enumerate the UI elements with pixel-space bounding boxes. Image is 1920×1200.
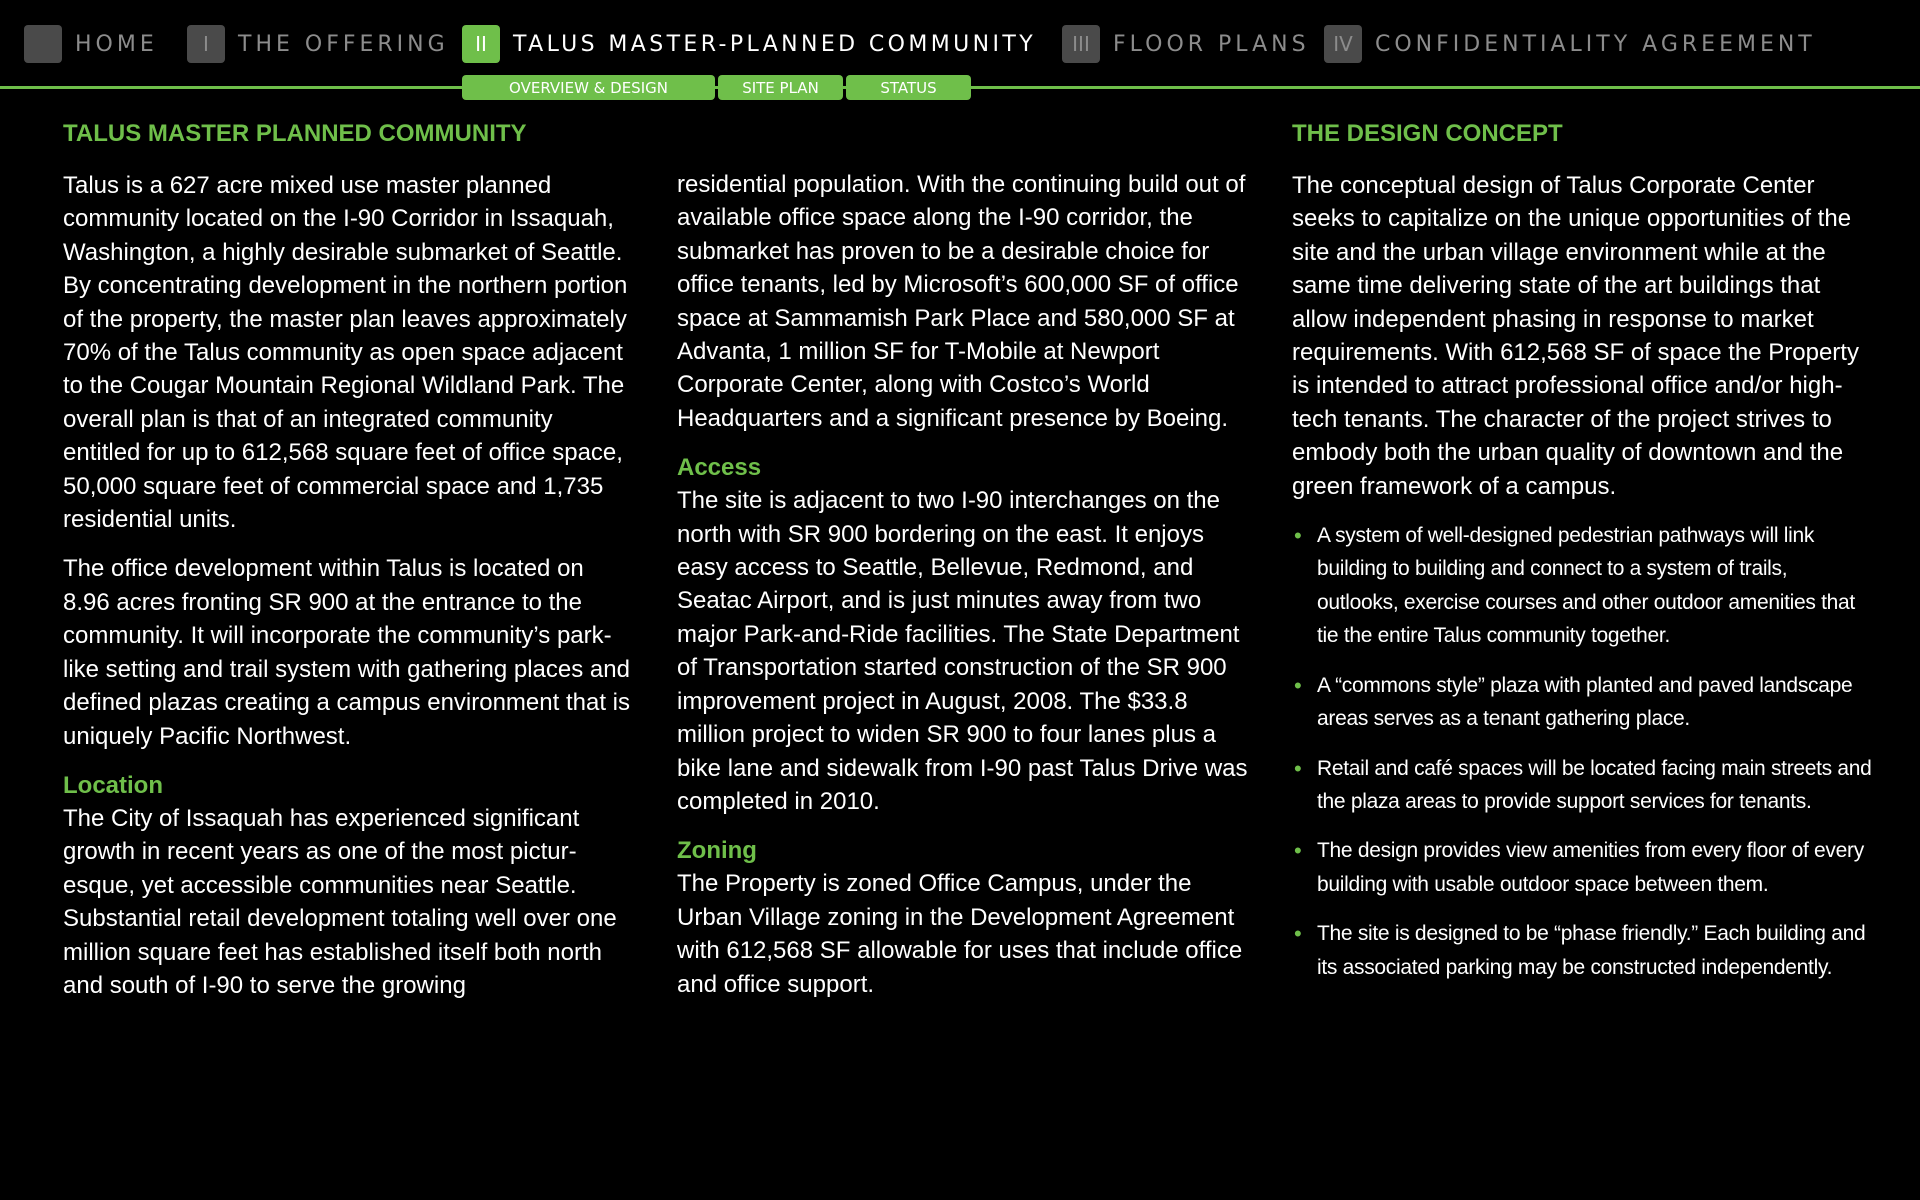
nav-talus-label: TALUS MASTER-PLANNED COMMUNITY [513,31,1037,57]
bullet-dot-icon: • [1294,672,1302,698]
bullet-text: The design provides view amenities from every floor of every building with usable outdoor space between them. [1317,839,1864,896]
subtab-overview-design[interactable]: OVERVIEW & DESIGN [462,75,715,100]
nav-floor-plans-number: III [1062,25,1100,63]
nav-talus-number: II [462,25,500,63]
nav-the-offering-label: THE OFFERING [238,31,449,57]
list-item [1292,834,1872,901]
bullet-text: Retail and café spaces will be located facing main streets and the plaza areas to provide support services for tenants. [1317,756,1872,813]
nav-home[interactable] [24,26,158,62]
subtab-site-plan[interactable]: SITE PLAN [718,75,843,100]
bullet-dot-icon: • [1294,755,1302,781]
subheading-location: Location [63,771,163,799]
subtab-status[interactable]: STATUS [846,75,971,100]
list-item [1292,917,1872,984]
nav-talus-master-planned-community[interactable] [462,26,1036,62]
column-overview [63,118,633,1018]
column-design-concept [1292,118,1872,1000]
section-heading-talus: TALUS MASTER PLANNED COMMUNITY [63,120,527,147]
paragraph-talus-intro: Talus is a 627 acre mixed use master planned community located on the I-90 Corridor in Issaquah, Washington, a highly desirable submarket of Seattle. By concentrating development in the northern portion of the property, the master plan leaves approximately 70% of the Talus community as open space adjacent to the Cougar Mountain Regional Wildland Park. The overall plan is that of an integrated community entitled for up to 612,568 square feet of office space, 50,000 square feet of commercial space and 1,735 residential units. [63,172,628,534]
column-access-zoning [677,118,1257,1017]
bullet-text: A system of well-designed pedestrian pathways will link building to building and connect to a system of trails, outlooks, exercise courses and other outdoor amenities that tie the entire Talus community together. [1317,524,1855,648]
bullet-text: A “commons style” plaza with planted and paved landscape areas serves as a tenant gathering place. [1317,673,1853,731]
paragraph-design-intro: The conceptual design of Talus Corporate Center seeks to capitalize on the unique opportunities of the site and the urban village environment while at the same time delivering state of the art buildings that allow independent phasing in response to market requirements. With 612,568 SF of space the Property is intended to attract professional office and/or high-tech tenants. The character of the project strives to embody both the urban quality of downtown and the green framework of a campus. [1292,172,1859,500]
list-item [1292,519,1872,653]
top-navigation [0,0,1920,97]
subheading-zoning: Zoning [677,837,757,865]
section-heading-design-concept: THE DESIGN CONCEPT [1292,120,1563,147]
nav-floor-plans[interactable] [1062,26,1310,62]
nav-floor-plans-label: FLOOR PLANS [1113,31,1310,57]
paragraph-access: The site is adjacent to two I-90 interchanges on the north with SR 900 bordering on the east. It enjoys easy access to Seattle, Bellevue, Redmond, and Seatac Airport, and is just minutes away from two major Park-and-Ride facilities. The State Department of Transportation started construction of the SR 900 improvement project in August, 2008. The $33.8 million project to widen SR 900 to four lanes plus a bike lane and sidewalk from I-90 past Talus Drive was completed in 2010. [677,487,1248,815]
nav-confidentiality-number: IV [1324,25,1362,63]
nav-home-label: HOME [75,31,158,57]
paragraph-location: The City of Issaquah has experienced significant growth in recent years as one of the most picturesque, yet accessible communities near Seattle. Substantial retail development totaling well over one million square feet has established itself both north and south of I-90 to serve the growing [63,804,617,999]
nav-the-offering[interactable] [187,26,449,62]
nav-the-offering-number: I [187,25,225,63]
paragraph-zoning: The Property is zoned Office Campus, under the Urban Village zoning in the Development Agreement with 612,568 SF allowable for uses that include office and office support. [677,870,1243,998]
bullet-text: The site is designed to be “phase friendly.” Each building and its associated parking may be constructed independently. [1317,922,1866,979]
list-item [1292,752,1872,819]
bullet-dot-icon: • [1294,523,1302,549]
bullet-dot-icon: • [1294,838,1302,864]
subheading-access: Access [677,454,762,482]
nav-confidentiality-label: CONFIDENTIALITY AGREEMENT [1375,31,1816,57]
paragraph-office-development: The office development within Talus is located on 8.96 acres fronting SR 900 at the entrance to the community. It will incorporate the community’s park-like setting and trail system with gathering places and defined plazas creating a campus environment that is uniquely Pacific Northwest. [63,555,630,750]
nav-home-number [24,25,62,63]
design-bullet-list [1292,519,1872,984]
list-item [1292,669,1872,736]
nav-confidentiality-agreement[interactable] [1324,26,1816,62]
paragraph-location-continued: residential population. With the continuing build out of available office space along the I-90 corridor, the submarket has proven to be a desirable choice for office tenants, led by Microsoft’s 600,000 SF of office space at Sammamish Park Place and 580,000 SF at Advanta, 1 million SF for T-Mobile at Newport Corporate Center, along with Costco’s World Headquarters and a significant presence by Boeing. [677,171,1246,432]
bullet-dot-icon: • [1294,921,1302,947]
